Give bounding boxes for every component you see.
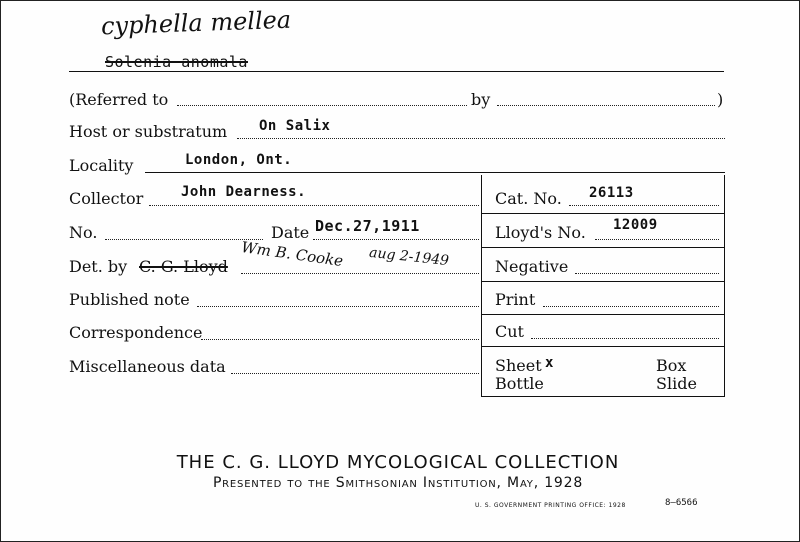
published-note-line <box>197 306 479 307</box>
det-by-handwritten-name: Wm B. Cooke <box>240 237 345 271</box>
handwritten-species-name: cyphella mellea <box>100 5 292 41</box>
cut-label: Cut <box>495 322 524 341</box>
det-by-line <box>241 273 479 274</box>
sheet-label: Sheet <box>495 356 542 375</box>
box-right-border <box>724 175 725 397</box>
box-label: Box <box>656 356 687 375</box>
lloyds-no-value: 12009 <box>613 217 658 233</box>
cut-line <box>531 338 719 339</box>
number-label: No. <box>69 223 98 242</box>
date-line <box>313 239 479 240</box>
referred-to-label: (Referred to <box>69 90 169 109</box>
host-line <box>237 138 725 139</box>
number-line <box>105 239 263 240</box>
printing-office-note: U. S. GOVERNMENT PRINTING OFFICE: 1928 <box>475 502 626 509</box>
lloyds-no-label: Lloyd's No. <box>495 223 586 242</box>
misc-data-line <box>231 373 479 374</box>
correspondence-label: Correspondence <box>69 323 203 342</box>
close-paren: ) <box>717 90 724 109</box>
det-by-handwritten-date: aug 2-1949 <box>368 244 450 270</box>
date-label: Date <box>271 223 310 242</box>
referred-to-line <box>177 105 467 106</box>
footer-subtitle: Presented to the Smithsonian Institution, May, 1928 <box>212 475 584 491</box>
cat-no-value: 26113 <box>589 185 634 201</box>
collector-label: Collector <box>69 189 144 208</box>
box-divider-1 <box>481 213 725 214</box>
box-bottom-border <box>481 396 725 397</box>
print-line <box>543 306 719 307</box>
by-label: by <box>471 90 491 109</box>
det-by-struck-name: C. G. Lloyd <box>139 257 228 276</box>
locality-line <box>145 172 725 173</box>
locality-value: London, Ont. <box>185 152 293 168</box>
negative-line <box>575 273 719 274</box>
correspondence-line <box>201 339 479 340</box>
bottle-label: Bottle <box>495 374 544 393</box>
date-value: Dec.27,1911 <box>315 217 420 235</box>
host-label: Host or substratum <box>69 122 228 141</box>
cat-no-label: Cat. No. <box>495 189 562 208</box>
form-number: 8—6566 <box>665 498 698 508</box>
host-value: On Salix <box>259 118 331 134</box>
box-divider-2 <box>481 247 725 248</box>
slide-label: Slide <box>656 374 697 393</box>
locality-label: Locality <box>69 156 134 175</box>
by-line <box>497 105 715 106</box>
print-label: Print <box>495 290 536 309</box>
box-divider-5 <box>481 346 725 347</box>
collector-line <box>149 205 479 206</box>
sheet-mark: x <box>545 355 554 371</box>
struck-species-name: Solenia anomala <box>105 53 248 71</box>
lloyds-no-line <box>595 239 719 240</box>
header-rule <box>69 71 724 72</box>
cat-no-line <box>569 205 719 206</box>
misc-data-label: Miscellaneous data <box>69 357 226 376</box>
box-divider-4 <box>481 314 725 315</box>
collector-value: John Dearness. <box>181 184 307 200</box>
det-by-label: Det. by <box>69 257 128 276</box>
box-divider-3 <box>481 281 725 282</box>
footer-title: THE C. G. LLOYD MYCOLOGICAL COLLECTION <box>176 452 620 473</box>
published-note-label: Published note <box>69 290 190 309</box>
negative-label: Negative <box>495 257 569 276</box>
box-left-border <box>481 175 482 397</box>
